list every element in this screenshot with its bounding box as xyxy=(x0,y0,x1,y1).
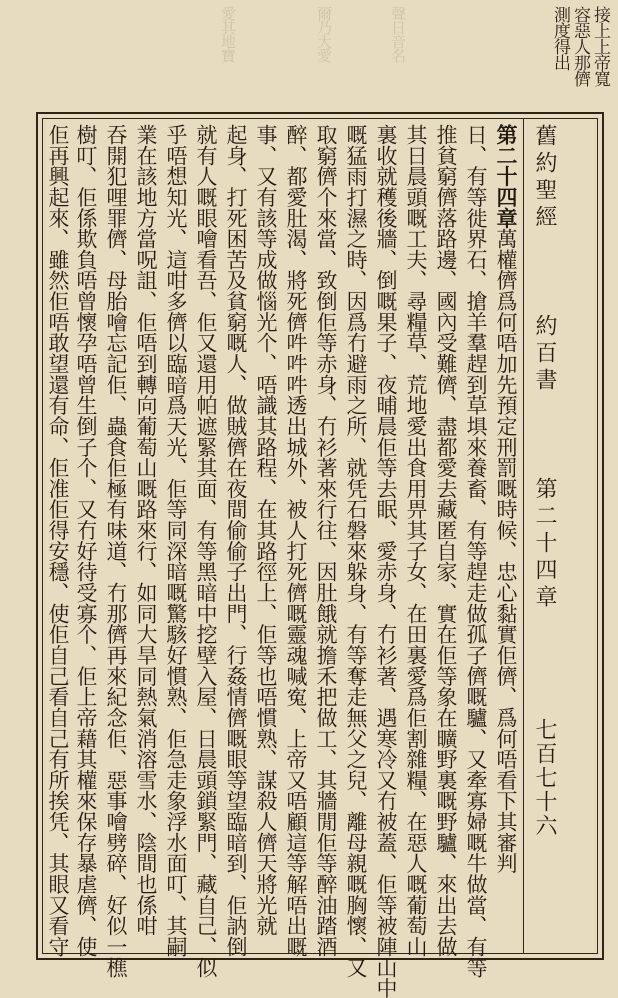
body-column-9: 事、又有該等成做惱光个、唔識其路程、在其路徑上、佢等也唔慣熟、謀殺人儕天將光就 xyxy=(254,124,278,936)
body-column-13: 業在該地方當呪詛、佢唔到轉向葡萄山嘅路來行、如同大旱同熱氣消溶雪水、陰間也係咁 xyxy=(134,124,158,936)
chapter-heading: 第二十四章 xyxy=(494,124,519,229)
bleed-through-text-1: 聲日音名 xyxy=(389,6,407,62)
body-column-5: 裏收就穫後牆、倒嘅果子、夜晡晨佢等去眠、愛赤身、冇衫著、遇寒冷又冇被蓋、佢等被陣山中 xyxy=(374,124,398,998)
running-chapter: 第二十四章 xyxy=(532,477,557,612)
header-note-1: 接上上帝寬 xyxy=(590,6,610,86)
book-title: 舊約聖經 xyxy=(532,124,557,232)
section-title: 約百書 xyxy=(532,314,557,395)
body-column-8: 醉、都愛肚渴、將死儕吽吽吽透出城外、被人打死儕嘅靈魂喊寃、上帝又唔顧這等解唔出嘅 xyxy=(284,124,308,957)
page-number: 七百七十六 xyxy=(532,718,557,838)
bleed-through-text-3: 愛其地寶 xyxy=(219,6,237,62)
body-column-11: 就有人嘅眼噲看吾、佢又還用帕遮緊其面、有等黑暗中挖壁入屋、日晨頭鎖緊門、藏自己、似 xyxy=(194,124,218,978)
body-column-15: 樹叮、佢係欺負唔曾懷孕唔曾生倒子个、又冇好待受寡个、佢上帝藉其權來保存暴虐儕、使 xyxy=(74,124,98,957)
running-title xyxy=(529,124,559,612)
body-column-1 xyxy=(494,124,518,874)
body-column-1-text: 萬權儕爲何唔加先預定刑罰嘅時候、忠心黏實佢儕、爲何唔看下其審判 xyxy=(494,228,518,874)
header-notes xyxy=(470,4,610,110)
body-column-2: 日、有等徙界石、搶羊羣趕到草埧來養畜、有等趕走做孤子儕嘅驢、又牽寡婦嘅牛做當、有等 xyxy=(464,124,488,978)
body-column-6: 嘅猛雨打濕之時、因爲冇避雨之所、就凭石磐來躲身、有等奪走無父之兒、離母親嘅胸懷、又 xyxy=(344,124,368,978)
bleed-through-text-2: 爾乃大愛 xyxy=(315,6,333,62)
body-column-10: 起身、打死困苦及貧窮嘅人、做賊儕在夜間偷偷子出門、行姦情儕嘅眼等望臨暗到、佢訥倒 xyxy=(224,124,248,957)
header-note-2: 容惡人那儕 xyxy=(570,6,590,86)
body-column-12: 乎唔想知光、這咁多儕以臨暗爲天光、佢等同深暗嘅驚駭好慣熟、佢急走象浮水面叮、其嗣 xyxy=(164,124,188,957)
header-note-3: 測度得出 xyxy=(550,6,570,70)
body-column-3: 推貧窮儕落路邊、國內受難儕、盡都愛去藏匿自家、實在佢等象在曠野裏嘅野驢、來出去做 xyxy=(434,124,458,957)
body-column-16: 佢再興起來、雖然佢唔敢望還有命、佢准佢得安穩、使佢自己看自己有所挨凭、其眼又看守 xyxy=(46,124,70,957)
title-column-divider xyxy=(523,118,524,954)
body-column-7: 取窮儕个來當、致倒佢等赤身、冇衫著來行往、因肚餓就擔禾把做工、其牆閒佢等醉油踏酒 xyxy=(314,124,338,957)
body-column-4: 其日晨頭嘅工夫、尋糧草、荒地愛出食用畀其子女、在田裏愛爲佢割雜糧、在惡人嘅葡萄山 xyxy=(404,124,428,957)
body-column-14: 吞開犯哩罪儕、母胎噲忘記佢、蟲食佢極有味道、冇那儕再來紀念佢、惡事噲劈碎、好似一樵 xyxy=(104,124,128,978)
